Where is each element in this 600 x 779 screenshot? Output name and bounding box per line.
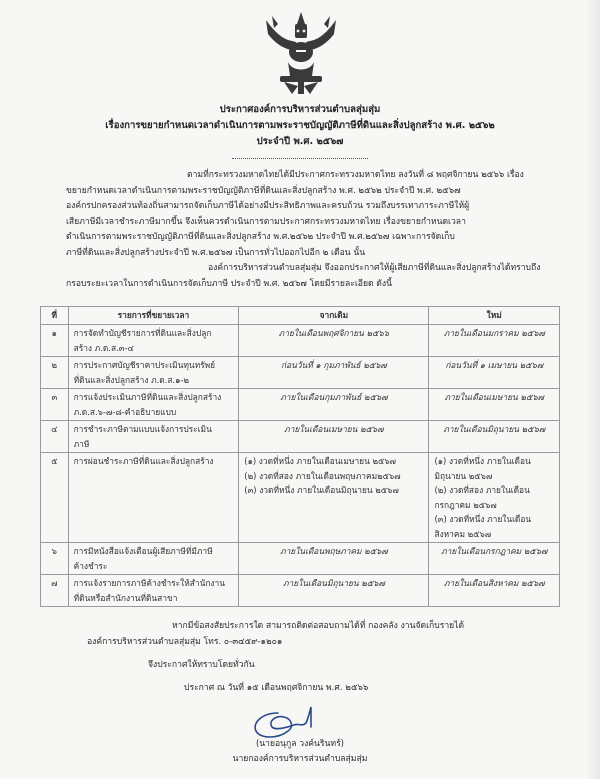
row-to xyxy=(429,543,560,575)
row-to-line: ภายในเดือนมกราคม ๒๕๖๗ xyxy=(443,328,545,338)
row-from xyxy=(239,543,429,575)
table-row xyxy=(41,357,560,389)
row-from xyxy=(239,421,429,453)
contact-line-1: หากมีข้อสงสัยประการใด สามารถติดต่อสอบถามได้ที่ กองคลัง งานจัดเก็บรายได้ xyxy=(172,621,465,631)
row-from xyxy=(239,575,429,607)
row-item xyxy=(68,453,239,543)
title-line-2: เรื่องการขยายกำหนดเวลาดำเนินการตามพระราชบัญญัติภาษีที่ดินและสิ่งปลูกสร้าง พ.ศ. ๒๕๖๒ xyxy=(105,120,495,131)
row-number: ๑ xyxy=(41,325,69,357)
row-number: ๓ xyxy=(41,389,69,421)
row-to xyxy=(429,389,560,421)
row-item-line: การแจ้งรายการภาษีค้างชำระให้สำนักงาน xyxy=(73,578,225,588)
row-to-line: (๒) งวดที่สอง ภายในเดือน xyxy=(434,485,530,495)
row-item xyxy=(68,421,239,453)
row-to-line: ภายในเดือนเมษายน ๒๕๖๗ xyxy=(444,392,544,402)
announcement-title xyxy=(0,102,600,150)
row-from xyxy=(239,357,429,389)
row-item xyxy=(68,357,239,389)
row-from-line: ภายในเดือนพฤษภาคม ๒๕๖๗ xyxy=(280,546,388,556)
row-from-line: ภายในเดือนกุมภาพันธ์ ๒๕๖๗ xyxy=(280,392,388,402)
row-from-line: ก่อนวันที่ ๑ กุมภาพันธ์ ๒๕๖๗ xyxy=(281,360,387,370)
row-number: ๗ xyxy=(41,575,69,607)
body-paragraph-1-line: เสียภาษีมีเวลาชำระภาษีมากขึ้น จึงเห็นควรดำเนินการตามประกาศกระทรวงมหาดไทย เรื่องขยายกำหนดเวลา xyxy=(66,216,466,227)
table-header-row xyxy=(41,307,560,325)
row-from-line: (๑) งวดที่หนึ่ง ภายในเดือนเมษายน ๒๕๖๗ xyxy=(244,456,396,466)
header-item: รายการที่ขยายเวลา xyxy=(68,307,239,325)
row-to xyxy=(429,421,560,453)
body-paragraph-1-line: องค์กรปกครองส่วนท้องถิ่นสามารถจัดเก็บภาษีได้อย่างมีประสิทธิภาพและครบถ้วน รวมถึงบรรเทาภาระภาษีให้ผู้ xyxy=(66,201,470,211)
row-item-line: การแจ้งประเมินภาษีที่ดินและสิ่งปลูกสร้าง xyxy=(73,392,222,402)
body-paragraph-2-line: องค์การบริหารส่วนตำบลสุ่มสุ่ม จึงออกประกาศให้ผู้เสียภาษีที่ดินและสิ่งปลูกสร้างได้ทราบถึง xyxy=(208,263,541,273)
signer-block xyxy=(0,737,600,767)
table-row xyxy=(41,421,560,453)
row-to-line: (๓) งวดที่หนึ่ง ภายในเดือน xyxy=(434,514,532,524)
signer-title: นายกองค์การบริหารส่วนตำบลสุ่มสุ่ม xyxy=(232,754,368,764)
row-item-line: การประกาศบัญชีราคาประเมินทุนทรัพย์ xyxy=(73,360,216,370)
row-number: ๖ xyxy=(41,543,69,575)
row-to-line: ภายในเดือนกรกฎาคม ๒๕๖๗ xyxy=(441,546,548,556)
row-from-line: ภายในเดือนเมษายน ๒๕๖๗ xyxy=(284,424,384,434)
signer-name: (นายอนุกูล วงค์นรินทร์) xyxy=(255,739,345,749)
title-line-1: ประกาศองค์การบริหารส่วนตำบลสุ่มสุ่ม xyxy=(219,104,381,115)
body-paragraph-1-line: ขยายกำหนดเวลาดำเนินการตามพระราชบัญญัติภาษีที่ดินและสิ่งปลูกสร้าง พ.ศ. ๒๕๖๒ ประจำปี พ.ศ. ๒๕๖๗ xyxy=(66,185,461,196)
row-item-line: การจัดทำบัญชีรายการที่ดินและสิ่งปลูก xyxy=(73,328,212,338)
row-from-line: ภายในเดือนพฤศจิกายน ๒๕๖๖ xyxy=(278,328,390,338)
row-item-line: การผ่อนชำระภาษีที่ดินและสิ่งปลูกสร้าง xyxy=(73,456,214,466)
row-to-line: สิงหาคม ๒๕๖๗ xyxy=(434,528,492,539)
announcement-body xyxy=(66,168,548,292)
table-row xyxy=(41,543,560,575)
table-row xyxy=(41,389,560,421)
row-to xyxy=(429,357,560,389)
row-item xyxy=(68,543,239,575)
header-to: ใหม่ xyxy=(429,307,560,325)
row-to-line: ก่อนวันที่ ๑ เมษายน ๒๕๖๗ xyxy=(445,360,544,370)
body-paragraph-1-line: ดำเนินการตามพระราชบัญญัติภาษีที่ดินและสิ่งปลูกสร้าง พ.ศ.๒๕๖๒ ประจำปี พ.ศ.๒๕๖๗ เฉพาะการจัดเก็บ xyxy=(66,232,455,242)
row-to-line: ภายในเดือนสิงหาคม ๒๕๖๗ xyxy=(443,578,545,588)
row-item xyxy=(68,575,239,607)
header-from: จากเดิม xyxy=(239,307,429,325)
table-row xyxy=(41,453,560,543)
body-paragraph-1-line: ภาษีที่ดินและสิ่งปลูกสร้างประจำปี พ.ศ.๒๕๖๗ เป็นการทั่วไปออกไปอีก ๒ เดือน นั้น xyxy=(66,247,366,258)
contact-line-2: องค์การบริหารส่วนตำบลสุ่มสุ่ม โทร. ๐-๓๔๕๙-๑๒๐๑ xyxy=(87,637,283,647)
body-paragraph-2-line: กรอบระยะเวลาในการดำเนินการจัดเก็บภาษี ประจำปี พ.ศ. ๒๕๖๗ โดยมีรายละเอียด ดังนี้ xyxy=(66,278,392,289)
header-no: ที่ xyxy=(41,307,69,325)
row-item xyxy=(68,325,239,357)
date-line: ประกาศ ณ วันที่ ๑๕ เดือนพฤศจิกายน พ.ศ. ๒๕๖๖ xyxy=(184,683,369,693)
row-from-line: (๓) งวดที่หนึ่ง ภายในเดือนมิถุนายน ๒๕๖๗ xyxy=(244,485,399,495)
title-line-3: ประจำปี พ.ศ. ๒๕๖๗ xyxy=(256,136,344,147)
row-to-line: ภายในเดือนมิถุนายน ๒๕๖๗ xyxy=(443,424,546,434)
row-to-line: (๑) งวดที่หนึ่ง ภายในเดือน xyxy=(434,456,531,466)
row-to xyxy=(429,453,560,543)
row-from xyxy=(239,453,429,543)
body-paragraph-1-line: ตามที่กระทรวงมหาดไทยได้มีประกาศกระทรวงมหาดไทย ลงวันที่ ๘ พฤศจิกายน ๒๕๖๖ เรื่อง xyxy=(187,170,524,180)
row-from-line: ภายในเดือนมิถุนายน ๒๕๖๗ xyxy=(282,578,385,588)
row-item-line: การมีหนังสือแจ้งเตือนผู้เสียภาษีที่มีภาษี xyxy=(73,546,213,556)
row-to-line: กรกฎาคม ๒๕๖๗ xyxy=(434,499,497,510)
row-item-line: ภาษี xyxy=(73,438,90,449)
announcement-footer xyxy=(0,618,600,696)
row-to xyxy=(429,325,560,357)
table-row xyxy=(41,575,560,607)
row-number: ๒ xyxy=(41,357,69,389)
row-item xyxy=(68,389,239,421)
row-item-line: ที่ดินและสิ่งปลูกสร้าง ภ.ด.ส.๑-๒ xyxy=(73,374,190,385)
announce-line: จึงประกาศให้ทราบโดยทั่วกัน xyxy=(148,660,255,670)
row-number: ๔ xyxy=(41,421,69,453)
row-to-line: มิถุนายน ๒๕๖๗ xyxy=(434,470,493,481)
schedule-table xyxy=(40,306,560,607)
title-divider xyxy=(232,158,368,159)
row-from xyxy=(239,325,429,357)
row-item-line: สร้าง ภ.ด.ส.๓-๔ xyxy=(73,342,134,353)
row-from-line: (๒) งวดที่สอง ภายในเดือนพฤษภาคม๒๕๖๗ xyxy=(244,470,401,481)
table-body xyxy=(41,325,560,607)
row-item-line: ค้างชำระ xyxy=(73,560,108,571)
garuda-emblem-icon xyxy=(258,6,344,98)
row-to xyxy=(429,575,560,607)
row-from xyxy=(239,389,429,421)
table-row xyxy=(41,325,560,357)
row-item-line: ที่ดินหรือสำนักงานที่ดินสาขา xyxy=(73,592,178,603)
row-number: ๕ xyxy=(41,453,69,543)
row-item-line: การชำระภาษีตามแบบแจ้งการประเมิน xyxy=(73,424,212,434)
row-item-line: ภ.ด.ส.๖-๗-๘-คำอธิบายแบบ xyxy=(73,406,177,417)
